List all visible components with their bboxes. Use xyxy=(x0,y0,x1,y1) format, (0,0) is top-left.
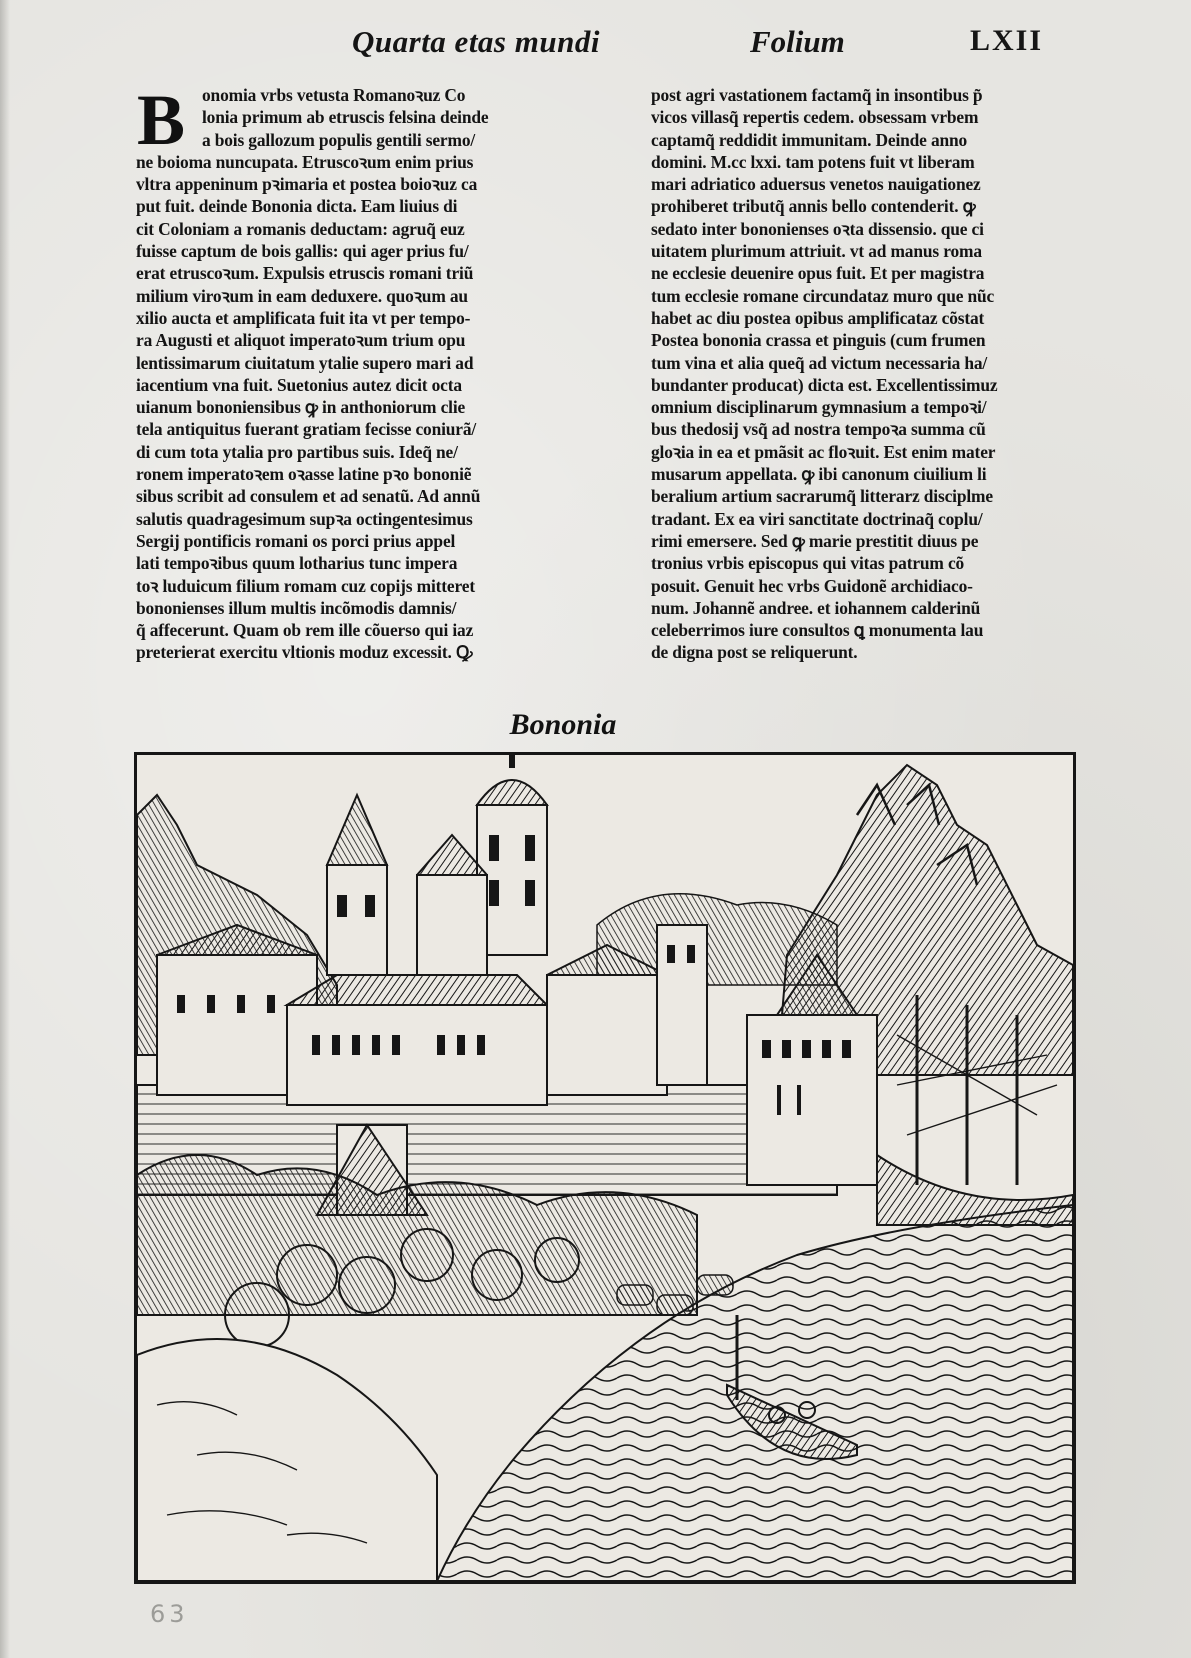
text-line: celeberrimos iure consultos ꝗ monumenta lau xyxy=(651,620,984,641)
text-line: captamq̃ reddidit immunitam. Deinde anno xyxy=(651,129,968,150)
text-line: preterierat exercitu vltionis moduz excessit. Ꝙ xyxy=(136,642,473,663)
text-line: xilio aucta et amplificata fuit ita vt per tempo- xyxy=(136,307,471,328)
text-line: bundanter producat) dicta est. Excellentissimuz xyxy=(651,374,998,395)
woodcut-caption: Bononia xyxy=(509,708,617,741)
text-line: di cum tota ytalia pro partibus suis. Ideq̃ ne/ xyxy=(136,441,458,462)
text-line: tela antiquitus fuerant gratiam fecisse coniurã/ xyxy=(136,419,477,440)
text-line: mari adriatico aduersus venetos nauigationez xyxy=(651,174,981,195)
text-line: a bois gallozum populis gentili sermo/ xyxy=(202,129,476,150)
text-line: sibus scribit ad consulem et ad senatũ. Ad annũ xyxy=(136,486,481,507)
running-head-section: Quarta etas mundi xyxy=(352,24,600,59)
text-line: salutis quadragesimum supꝛa octingentesimus xyxy=(136,508,473,529)
text-line: Sergij pontificis romani os porci prius appel xyxy=(136,530,456,551)
text-line: post agri vastationem factamq̃ in insontibus p̃ xyxy=(651,85,983,105)
text-line: lonia primum ab etruscis felsina deinde xyxy=(202,107,489,128)
text-line: milium viroꝛum in eam deduxere. quoꝛum au xyxy=(136,285,468,306)
text-line: prohiberet tributq̃ annis bello contenderit. ꝙ xyxy=(651,196,976,217)
woodcut-cityscape xyxy=(137,755,1073,1581)
text-line: ronem imperatoꝛem oꝛasse latine pꝛo bononiẽ xyxy=(136,464,472,485)
text-line: uianum bononiensibus ꝙ in anthoniorum clie xyxy=(136,397,466,418)
text-line: put fuit. deinde Bononia dicta. Eam liuius di xyxy=(136,196,458,217)
page-edge-shadow xyxy=(0,0,10,1658)
text-line: de digna post se reliquerunt. xyxy=(651,642,858,663)
text-line: vicos villasq̃ repertis cedem. obsessam vrbem xyxy=(651,107,979,128)
text-column-left xyxy=(136,84,556,664)
text-line: ra Augusti et aliquot imperatoꝛum trium opu xyxy=(136,330,466,351)
pencil-annotation: 63 xyxy=(150,1600,189,1628)
text-line: tum vina et alia queq̃ ad victum necessaria ha/ xyxy=(651,352,988,373)
text-line: tum ecclesie romane circundataz muro que nũc xyxy=(651,285,995,306)
text-line: tradant. Ex ea viri sanctitate doctrinaq̃ coplu/ xyxy=(651,508,983,529)
text-line: rimi emersere. Sed ꝙ marie prestitit diuus pe xyxy=(651,530,979,551)
text-line: fuisse captum de bois gallis: qui ager prius fu/ xyxy=(136,241,469,262)
text-line: gloꝛia in ea et pmãsit ac floꝛuit. Est enim mater xyxy=(651,441,996,462)
text-line: omnium disciplinarum gymnasium a tempoꝛi/ xyxy=(651,397,987,418)
text-line: ne ecclesie deuenire opus fuit. Et per magistra xyxy=(651,263,985,284)
text-line: posuit. Genuit hec vrbs Guidonẽ archidiaco- xyxy=(651,575,973,596)
text-line: num. Johannẽ andree. et iohannem calderinũ xyxy=(651,597,981,618)
woodcut-illustration xyxy=(134,752,1076,1584)
text-line: cit Coloniam a romanis deductam: agruq̃ euz xyxy=(136,218,465,239)
text-line: q̃ affecerunt. Quam ob rem ille cõuerso qui iaz xyxy=(136,620,474,641)
folio-number: LXII xyxy=(970,24,1044,57)
text-line: lentissimarum ciuitatum ytalie supero mari ad xyxy=(136,352,474,373)
text-line: toꝛ luduicum filium romam cuz copijs mitteret xyxy=(136,575,475,596)
text-line: habet ac diu postea opibus amplificataz cõstat xyxy=(651,307,985,328)
text-line: Postea bononia crassa et pinguis (cum frumen xyxy=(651,330,986,351)
text-line: sedato inter bononienses oꝛta dissensio. que ci xyxy=(651,218,984,239)
text-line: uitatem plurimum attriuit. vt ad manus roma xyxy=(651,241,982,262)
text-line: beralium artium sacrarumq̃ litterarz disciplme xyxy=(651,486,993,507)
text-line: onomia vrbs vetusta Romanoꝛuz Co xyxy=(202,85,466,105)
text-line: musarum appellata. ꝙ ibi canonum ciuilium li xyxy=(651,464,987,485)
running-head-folium: Folium xyxy=(750,24,845,59)
text-column-right xyxy=(651,84,1079,664)
text-line: domini. M.cc lxxi. tam potens fuit vt liberam xyxy=(651,151,975,172)
text-line: ne boioma nuncupata. Etruscoꝛum enim prius xyxy=(136,151,474,172)
decorated-initial: B xyxy=(136,80,186,160)
text-line: erat etruscoꝛum. Expulsis etruscis romani triũ xyxy=(136,263,474,284)
text-line: vltra appeninum pꝛimaria et postea boioꝛuz ca xyxy=(136,174,478,195)
text-line: lati tempoꝛibus quum lotharius tunc impera xyxy=(136,553,458,574)
text-line: tronius vrbis episcopus qui vitas patrum cõ xyxy=(651,553,965,574)
text-line: bus thedosij vsq̃ ad nostra tempoꝛa summa cũ xyxy=(651,419,986,440)
text-line: iacentium vna fuit. Suetonius autez dicit octa xyxy=(136,374,462,395)
text-line: bononienses illum multis incõmodis damnis/ xyxy=(136,597,457,618)
